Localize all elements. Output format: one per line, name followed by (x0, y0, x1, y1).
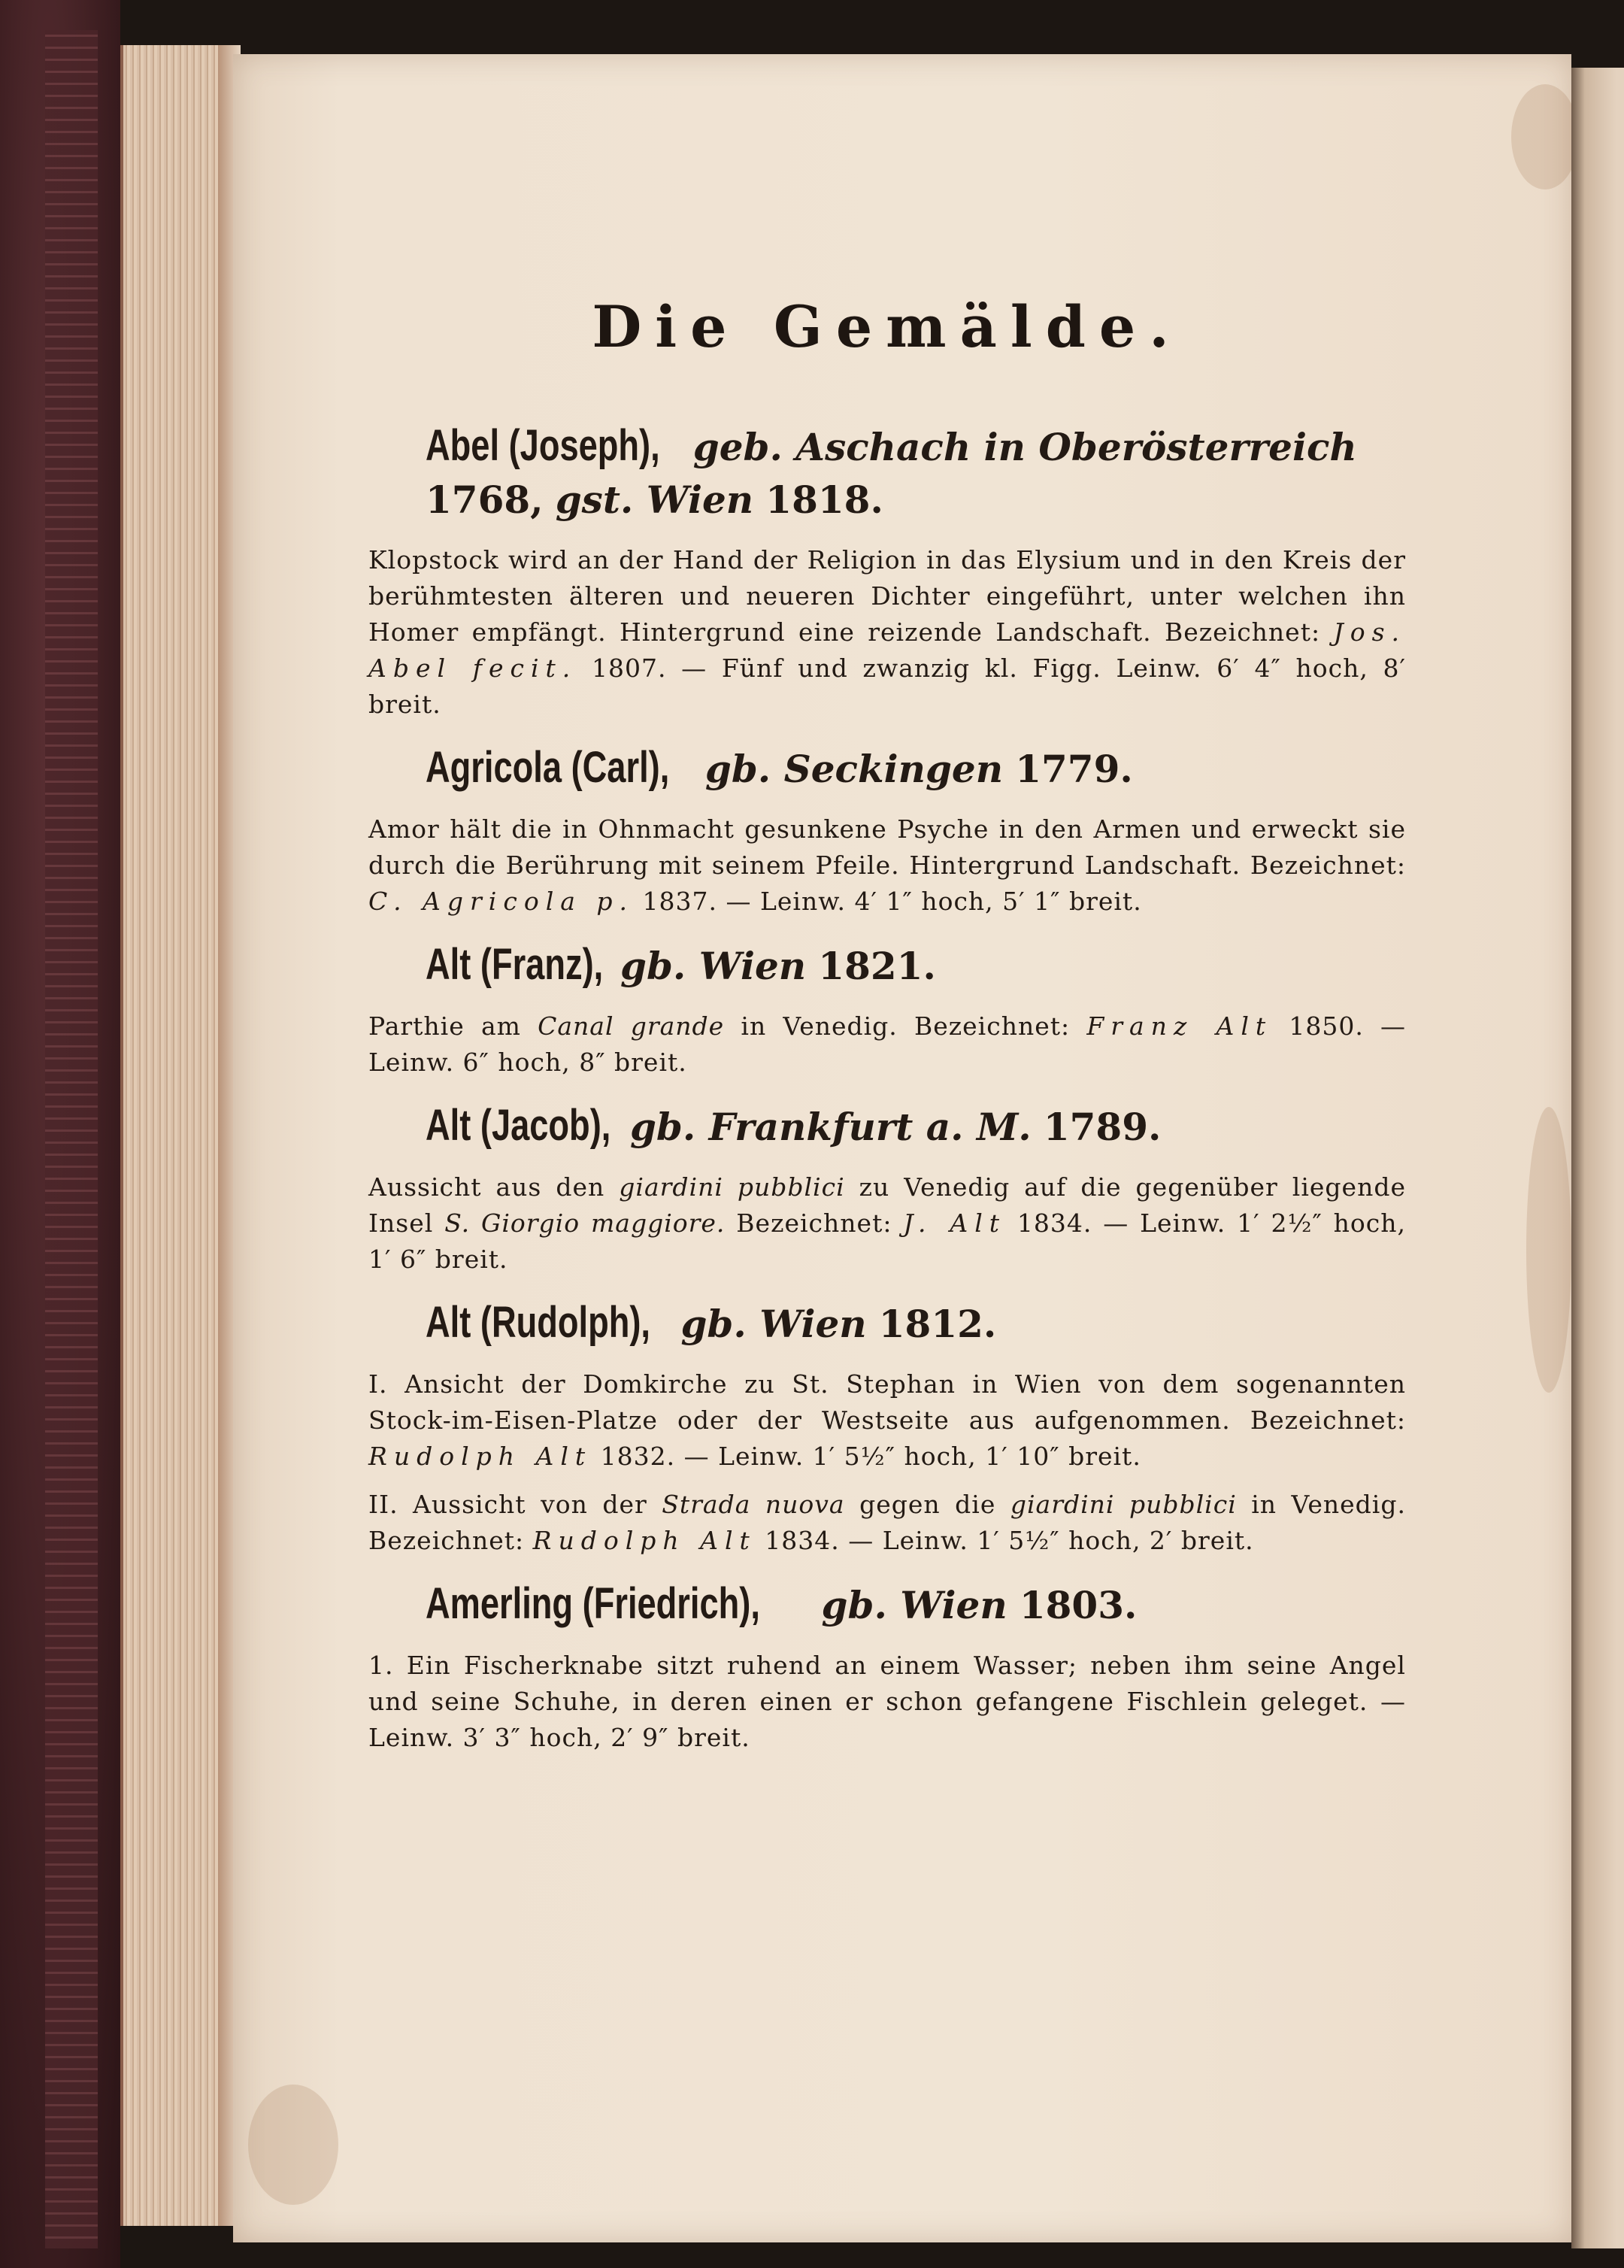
description-text: Klopstock wird an der Hand der Religion in das Elysium und in den Kreis der berühmtesten älteren und neueren Dichter eingeführt, unter welchen ihn Homer empfängt. Hintergrund eine reizende Landschaft. Bezeichnet: (368, 545, 1406, 647)
description-text: II. Aussicht von der (368, 1490, 662, 1519)
artist-entry (368, 1578, 1406, 1756)
artist-birth: geb. Aschach in Oberösterreich (692, 425, 1357, 469)
signature-text: Franz Alt (1086, 1011, 1273, 1041)
description-text: 1837. — Leinw. 4′ 1″ hoch, 5′ 1″ breit. (634, 887, 1142, 916)
description-text: 1. Ein Fischerknabe sitzt ruhend an einem Wasser; neben ihm seine Angel und seine Schuhe, in deren einen er schon gefangene Fischlein geleget. — Leinw. 3′ 3″ hoch, 2′ 9″ breit. (368, 1651, 1406, 1752)
artist-entry (368, 742, 1406, 920)
italic-text: giardini pubblici (1010, 1490, 1237, 1519)
description-text: 1850. — Leinw. 6″ hoch, 8″ breit. (368, 1011, 1407, 1077)
artist-name: Alt (Jacob), (426, 1101, 611, 1150)
description-text: Aussicht aus den (368, 1172, 620, 1202)
artist-death-year: 1818. (765, 478, 883, 522)
artist-year: 1803. (1019, 1583, 1138, 1627)
facing-page-sliver (1571, 68, 1624, 2248)
description-text: 1832. — Leinw. 1′ 5½″ hoch, 1′ 10″ breit. (592, 1442, 1141, 1471)
painting-description (368, 1487, 1406, 1559)
italic-text: S. Giorgio maggiore. (444, 1208, 726, 1238)
artist-year: 1779. (1015, 747, 1133, 791)
description-text: 1834. — Leinw. 1′ 2½″ hoch, 1′ 6″ breit. (368, 1208, 1406, 1274)
cover-binding-edge (45, 30, 98, 2248)
artist-name: Alt (Franz), (426, 940, 604, 989)
signature-text: Rudolph Alt (368, 1442, 592, 1471)
artist-name: Alt (Rudolph), (426, 1298, 650, 1347)
painting-description (368, 1008, 1406, 1081)
artist-heading (426, 1578, 1406, 1631)
artist-birth: gb. Frankfurt a. M. (629, 1105, 1032, 1149)
page-content (368, 293, 1406, 1775)
signature-text: J. Alt (903, 1208, 1007, 1238)
description-text: 1834. — Leinw. 1′ 5½″ hoch, 2′ breit. (756, 1526, 1254, 1555)
page-stain (248, 2085, 338, 2205)
description-text: Amor hält die in Ohnmacht gesunkene Psyche in den Armen und erweckt sie durch die Berührung mit seinem Pfeile. Hintergrund Landschaft. Bezeichnet: (368, 814, 1406, 880)
artist-year: 1789. (1043, 1105, 1162, 1149)
painting-description (368, 1169, 1406, 1278)
italic-text: Strada nuova (662, 1490, 845, 1519)
signature-text: C. Agricola p. (368, 887, 635, 916)
artist-entry (368, 420, 1406, 723)
artist-entry (368, 1297, 1406, 1559)
artist-heading (426, 939, 1406, 992)
artist-name: Abel (Joseph), (426, 421, 660, 470)
description-text: 1807. — Fünf und zwanzig kl. Figg. Leinw. 6′ 4″ hoch, 8′ breit. (368, 653, 1407, 719)
artist-entry (368, 1100, 1406, 1278)
artist-heading (426, 1100, 1406, 1153)
artist-year: 1821. (818, 944, 936, 988)
italic-text: giardini pubblici (619, 1172, 845, 1202)
artist-heading (426, 742, 1406, 795)
italic-text: Canal grande (538, 1011, 725, 1041)
description-text: gegen die (844, 1490, 1010, 1519)
artist-name: Amerling (Friedrich), (426, 1579, 760, 1628)
signature-text: Rudolph Alt (532, 1526, 756, 1555)
page-title: Die Gemälde. (592, 293, 1183, 360)
painting-description (368, 542, 1406, 723)
description-text: in Venedig. Bezeichnet: (368, 1490, 1406, 1555)
description-text: zu Venedig auf die gegenüber liegende Insel (368, 1172, 1406, 1238)
page-stain (1511, 84, 1579, 190)
artist-birth: gb. Wien (821, 1583, 1007, 1627)
painting-description (368, 1648, 1406, 1756)
artist-name: Agricola (Carl), (426, 743, 670, 792)
artist-entry (368, 939, 1406, 1081)
artist-birth: gb. Wien (620, 944, 807, 988)
description-text: Parthie am (368, 1011, 538, 1041)
painting-description (368, 1366, 1406, 1475)
painting-description (368, 811, 1406, 920)
description-text: Bezeichnet: (725, 1208, 904, 1238)
artist-birth-year: 1768, (426, 478, 544, 522)
signature-text: Jos. Abel fecit. (368, 617, 1406, 683)
artist-heading (426, 1297, 1406, 1350)
description-text: in Venedig. Bezeichnet: (724, 1011, 1087, 1041)
artist-death: gst. Wien (555, 478, 754, 522)
description-text: I. Ansicht der Domkirche zu St. Stephan in Wien von dem sogenannten Stock-im-Eisen-Platze oder der Westseite aus aufgenommen. Bezeichnet: (368, 1369, 1406, 1435)
artist-birth: gb. Seckingen (704, 747, 1004, 791)
artist-heading (426, 420, 1406, 526)
artist-birth: gb. Wien (680, 1302, 867, 1346)
page-stain (1526, 1107, 1571, 1393)
artist-year: 1812. (878, 1302, 997, 1346)
